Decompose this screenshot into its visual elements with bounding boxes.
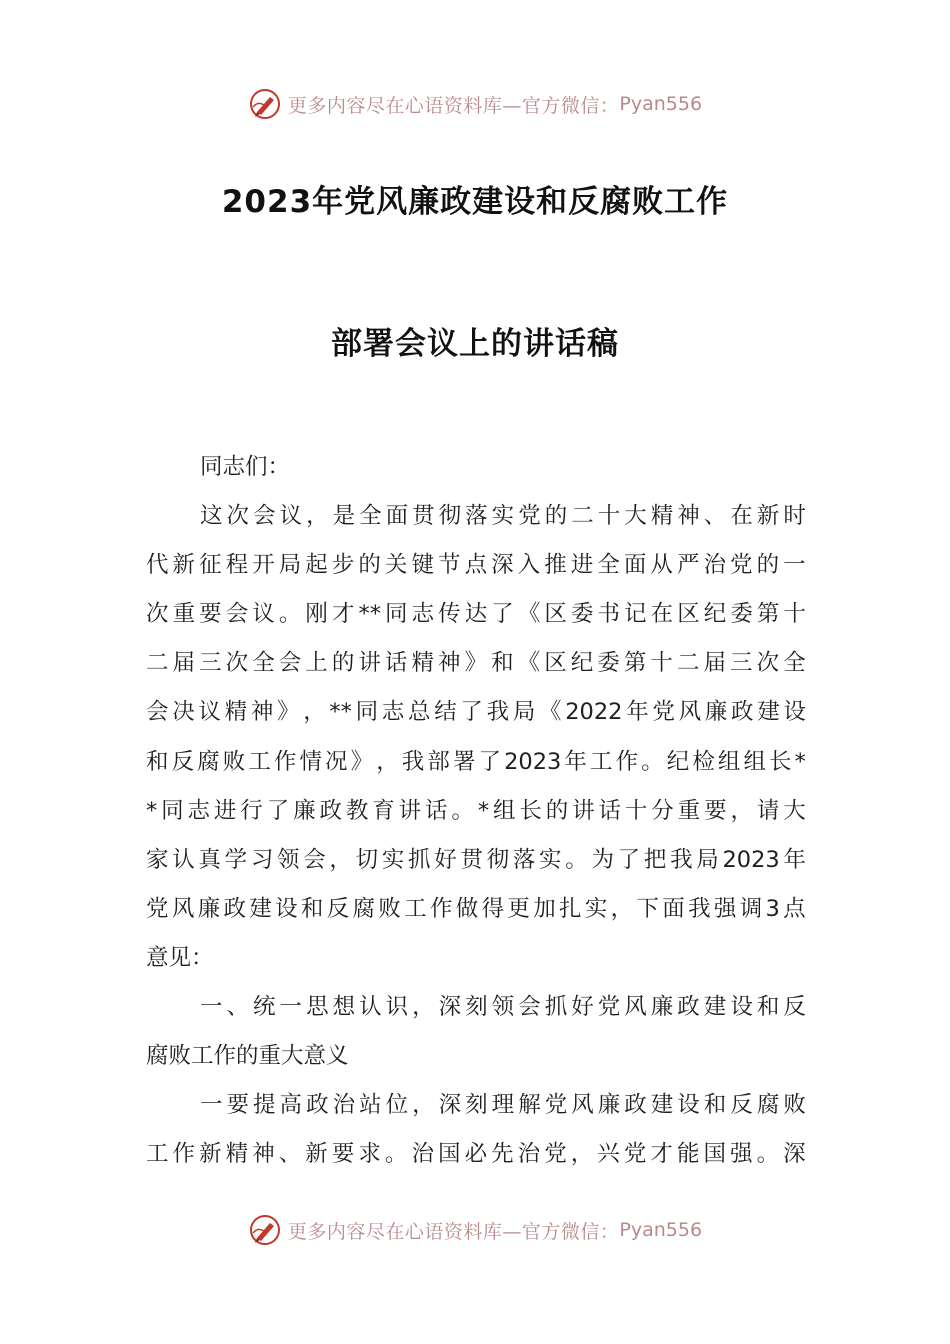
body-line: 二 届 三 次 全 会 上 的 讲 话 精 神 》 和 《 区 纪 委 第 十 二 届 三 次 全 <box>146 650 806 677</box>
body-line: 工 作 新 精 神 、 新 要 求 。 治 国 必 先 治 党 ， 兴 党 才 能 国 强 。 深 <box>146 1141 806 1168</box>
body-line: 同志们： <box>200 454 291 480</box>
body-line: 会 决 议 精 神 》 ， ** 同 志 总 结 了 我 局 《 2022 年 党 风 廉 政 建 设 <box>146 699 806 726</box>
watermark-banner-top <box>0 84 950 124</box>
body-line: 代 新 征 程 开 局 起 步 的 关 键 节 点 深 入 推 进 全 面 从 严 治 党 的 一 <box>146 552 806 579</box>
watermark-text: 更多内容尽在心语资料库—官方微信： <box>287 1220 620 1243</box>
watermark-id: Pyan556 <box>619 93 703 115</box>
watermark-banner-bottom <box>0 1210 950 1250</box>
pen-logo-icon <box>248 1213 282 1247</box>
document-title-line-2: 部署会议上的讲话稿 <box>331 326 619 362</box>
body-line: 和 反 腐 败 工 作 情 况 》 ， 我 部 署 了 2023 年 工 作 。 纪 检 组 组 长 * <box>146 748 806 775</box>
watermark-text: 更多内容尽在心语资料库—官方微信： <box>287 94 620 117</box>
body-line: 意见： <box>146 944 214 971</box>
section-heading-line: 腐败工作的重大意义 <box>146 1043 349 1070</box>
document-body <box>146 443 806 1179</box>
body-line: * 同 志 进 行 了 廉 政 教 育 讲 话 。 * 组 长 的 讲 话 十 分 重 要 ， 请 大 <box>146 797 806 824</box>
body-line: 一 要 提 高 政 治 站 位 ， 深 刻 理 解 党 风 廉 政 建 设 和 反 腐 败 <box>200 1092 806 1119</box>
body-line: 家 认 真 学 习 领 会 ， 切 实 抓 好 贯 彻 落 实 。 为 了 把 我 局 2023 年 <box>146 846 806 873</box>
body-line: 这 次 会 议 ， 是 全 面 贯 彻 落 实 党 的 二 十 大 精 神 、 在 新 时 <box>200 503 806 530</box>
pen-logo-icon <box>248 87 282 121</box>
document-title-line-1: 2023年党风廉政建设和反腐败工作 <box>221 184 729 220</box>
body-line: 党 风 廉 政 建 设 和 反 腐 败 工 作 做 得 更 加 扎 实 ， 下 面 我 强 调 3 点 <box>146 895 806 922</box>
section-heading-line: 一 、 统 一 思 想 认 识 ， 深 刻 领 会 抓 好 党 风 廉 政 建 设 和 反 <box>200 994 806 1021</box>
watermark-id: Pyan556 <box>619 1219 703 1241</box>
body-line: 次 重 要 会 议 。 刚 才 ** 同 志 传 达 了 《 区 委 书 记 在 区 纪 委 第 十 <box>146 601 806 628</box>
